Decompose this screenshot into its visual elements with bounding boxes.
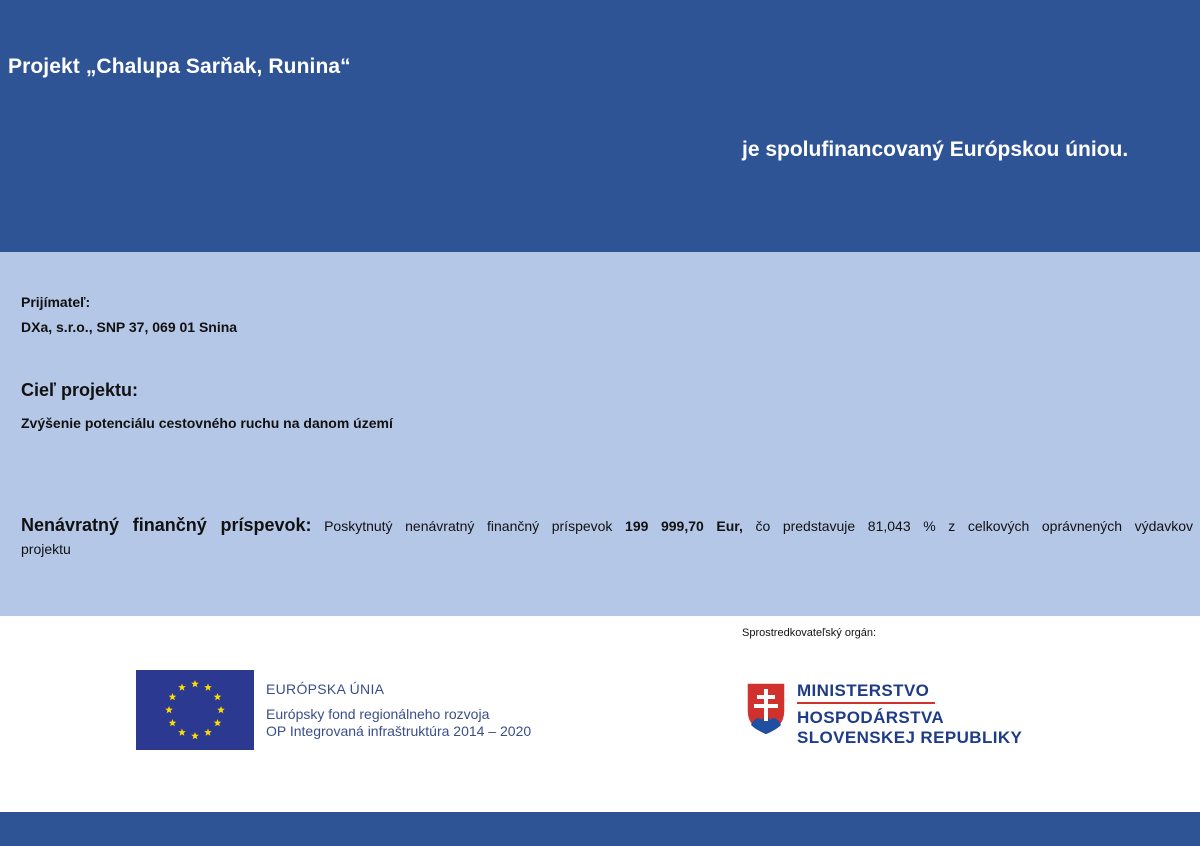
ministry-line-1: MINISTERSTVO [797,681,930,700]
intermediate-body-label: Sprostredkovateľský orgán: [742,627,877,639]
slovak-coat-of-arms-icon [745,681,787,737]
grant-text-after: čo predstavuje 81,043 % z celkových oprávnených výdavkov [755,518,1193,534]
grant-paragraph [21,512,1193,539]
eu-flag-icon [136,670,254,750]
project-title: Projekt „Chalupa Sarňak, Runina“ [8,55,351,78]
eu-fund-name: Európsky fond regionálneho rozvoja [266,706,490,722]
footer-band [0,812,1200,846]
info-band [0,252,1200,616]
ministry-line-3: SLOVENSKEJ REPUBLIKY [797,728,1023,747]
grant-heading: Nenávratný finančný príspevok: [21,515,312,535]
eu-programme-name: OP Integrovaná infraštruktúra 2014 – 2020 [266,723,532,739]
recipient-label: Prijímateľ: [21,294,91,310]
goal-heading: Cieľ projektu: [21,380,138,400]
recipient-value: DXa, s.r.o., SNP 37, 069 01 Snina [21,319,238,335]
goal-value: Zvýšenie potenciálu cestovného ruchu na danom území [21,415,393,431]
grant-text-tail: projektu [21,541,71,557]
ministry-line-2: HOSPODÁRSTVA [797,708,945,727]
grant-text-before: Poskytnutý nenávratný finančný príspevok [324,518,613,534]
header-band [0,0,1200,252]
cofinanced-statement: je spolufinancovaný Európskou úniou. [742,138,1129,161]
eu-title: EURÓPSKA ÚNIA [266,681,385,697]
ministry-underline [797,702,935,704]
grant-amount: 199 999,70 Eur, [625,518,743,534]
